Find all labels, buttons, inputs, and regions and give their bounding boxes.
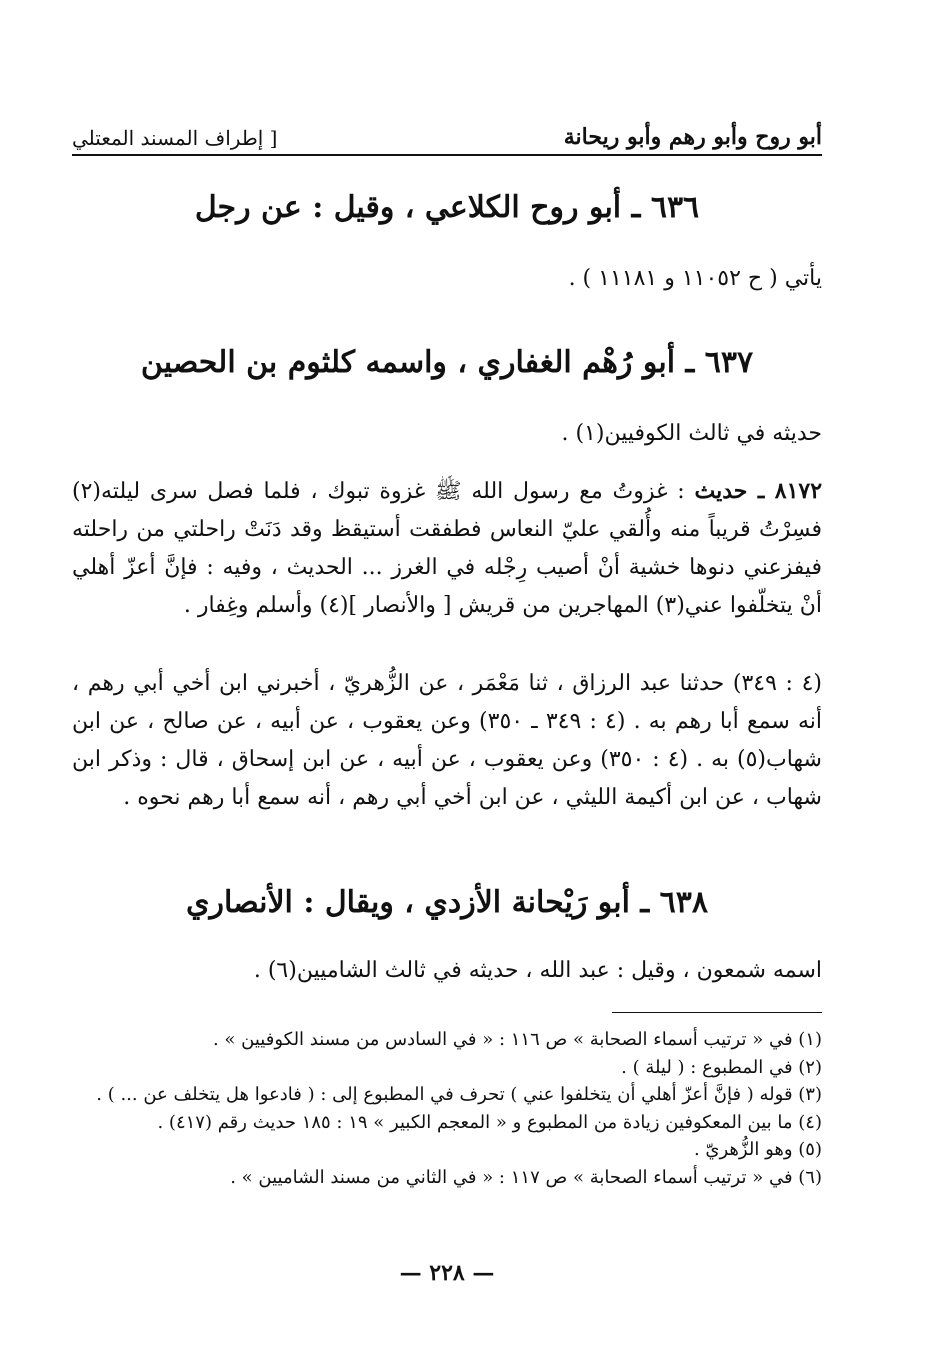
section-title-638: ٦٣٨ ـ أبو رَيْحانة الأزدي ، ويقال : الأنصاري [185,885,709,920]
footnote-separator [612,1012,822,1013]
footnote-5: (٥) وهو الزُّهريّ . [693,1139,822,1160]
footnote-1: (١) في « ترتيب أسماء الصحابة » ص ١١٦ : « في السادس من مسند الكوفيين » . [212,1029,822,1050]
document-page [72,100,822,1330]
page-number: — ٢٢٨ — [399,1260,495,1286]
running-header-book-title: [ إطراف المسند المعتلي [72,126,278,150]
hadith-number: ٨١٧٢ ـ حديث [694,478,823,504]
footnotes [72,1026,822,1191]
footnote-6: (٦) في « ترتيب أسماء الصحابة » ص ١١٧ : « في الثاني من مسند الشاميين » . [230,1166,822,1188]
running-header-title: أبو روح وأبو رهم وأبو ريحانة [563,124,822,150]
section-637-intro: حديثه في ثالث الكوفيين(١) . [561,421,822,446]
footnote-3: (٣) قوله ( فإنَّ أعزّ أهلي أن يتخلفوا عني ) تحرف في المطبوع إلى : ( فادعوا هل يتخلف عن ... ) . [96,1084,822,1105]
section-636-text: يأتي ( ح ١١٠٥٢ و ١١١٨١ ) . [568,266,822,291]
section-title-637: ٦٣٧ ـ أبو رُهْم الغفاري ، واسمه كلثوم بن الحصين [140,345,754,380]
hadith-8172 [72,472,822,625]
section-title-636: ٦٣٦ ـ أبو روح الكلاعي ، وقيل : عن رجل [194,190,700,225]
footnote-2: (٢) في المطبوع : ( ليلة ) . [621,1056,822,1078]
running-header [72,110,822,156]
hadith-isnad: (٤ : ٣٤٩) حدثنا عبد الرزاق ، ثنا مَعْمَر ، عن الزُّهريّ ، أخبرني ابن أخي أبي رهم ، أنه سمع أبا رهم به . (٤ : ٣٤٩ ـ ٣٥٠) وعن يعقوب ، عن أبيه ، عن صالح ، عن ابن شهاب(٥) به . (٤ : ٣٥٠) وعن يعقوب ، عن أبيه ، عن ابن إسحاق ، قال : وذكر ابن شهاب ، عن ابن أكيمة الليثي ، عن ابن أخي أبي رهم ، أنه سمع أبا رهم نحوه . [72,671,822,810]
section-638-intro: اسمه شمعون ، وقيل : عبد الله ، حديثه في ثالث الشاميين(٦) . [253,958,822,983]
footnote-4: (٤) ما بين المعكوفين زيادة من المطبوع و « المعجم الكبير » ١٩ : ١٨٥ حديث رقم (٤١٧) . [157,1111,822,1133]
hadith-text: : غزوتُ مع رسول الله ﷺ غزوة تبوك ، فلما فصل سرى ليلته(٢) فسِرْتُ قريباً منه وأُلقي عليّ النعاس فطفقت أستيقظ وقد دَنَتْ راحلتي من راحلته فيفزعني دنوها خشية أنْ أصيب رِجْله في الغرز ... الحديث ، وفيه : فإنَّ أعزّ أهلي أنْ يتخلّفوا عني(٣) المهاجرين من قريش [ والأنصار ](٤) وأسلم وغِفار . [72,479,823,618]
